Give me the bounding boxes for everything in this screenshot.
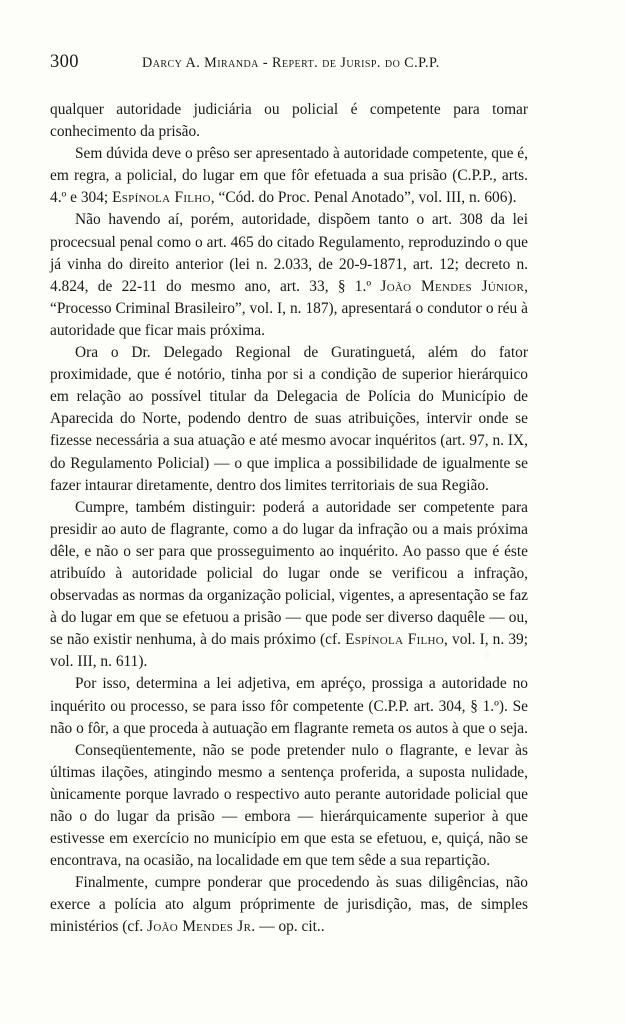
running-head-author: Darcy A. Miranda [142,55,259,71]
running-head-title: Repert. de Jurisp. do C.P.P. [272,55,440,71]
paragraph: Por isso, determina a lei adjetiva, em apréço, prossiga a autoridade no inquérito ou processo, se para isso fôr competente (C.P.P. art. 304, § 1.º). Se não o fôr, a que proceda à autuação em flagrante remeta os autos à que o seja. [50,675,528,737]
paragraph: Cumpre, também distinguir: poderá a autoridade ser competente para presidir ao auto de flagrante, como a do lugar da infração ou a mais próxima dêle, e não o ser para que prosseguimento ao inquérito. Ao passo que é éste atribuído à autoridade policial do lugar onde se verificou a infração, observadas as normas da organização policial, vigentes, a apresentação se faz à do lugar em que se efetuou a prisão — que pode ser diverso daquêle — ou, se não existir nenhuma, à do mais próximo (cf. Espínola Filho, vol. I, n. 39; vol. III, n. 611). [50,498,528,671]
running-head [142,55,440,72]
paragraph: Não havendo aí, porém, autoridade, dispõem tanto o art. 308 da lei procecsual penal como o art. 465 do citado Regulamento, reproduzindo o que já vinha do direito anterior (lei n. 2.033, de 20-9-1871, art. 12; decreto n. 4.824, de 22-11 do mesmo ano, art. 33, § 1.º João Mendes Júnior, “Processo Criminal Brasileiro”, vol. I, n. 187), apresentará o condutor o réu à autoridade que ficar mais próxima. [50,211,528,339]
paragraph: Conseqüentemente, não se pode pretender nulo o flagrante, e levar às últimas ilações, atingindo mesmo a sentença proferida, a suposta nulidade, ùnicamente porque lavrado o respectivo auto perante autoridade policial que não o do lugar da prisão — embora — hierárquicamente superior à que estivesse em exercício no município em que esta se efetuou, e, quiçá, não se encontrava, na ocasião, na localidade em que tem sêde a sua repartição. [50,741,528,870]
paragraph: qualquer autoridade judiciária ou policial é competente para tomar conhecimento da prisão. [50,101,528,141]
running-head-separator: - [262,55,269,71]
page-header [50,52,528,73]
page-number: 300 [50,52,79,72]
page-content [50,52,528,939]
paragraph: Finalmente, cumpre ponderar que procedendo às suas diligências, não exerce a polícia ato algum próprimente de jurisdição, mas, de simples ministérios (cf. João Mendes Jr. — op. cit.. [50,874,528,936]
paragraph: Sem dúvida deve o prêso ser apresentado à autoridade competente, que é, em regra, a policial, do lugar em que fôr efetuada a sua prisão (C.P.P., arts. 4.º e 304; Espínola Filho, “Cód. do Proc. Penal Anotado”, vol. III, n. 606). [50,145,528,207]
paragraph: Ora o Dr. Delegado Regional de Guratinguetá, além do fator proximidade, que é notório, tinha por si a condição de superior hierárquico em relação ao possível titular da Delegacia de Polícia do Município de Aparecida do Norte, podendo dentro de suas atribuições, intervir onde se fizesse necessária a sua atuação e até mesmo avocar inquéritos (art. 97, n. IX, do Regulamento Policial) — o que implica a possibilidade de igualmente se fazer intaurar diretamente, dentro dos limites territoriais de sua Região. [50,344,528,494]
body-text [50,99,528,939]
